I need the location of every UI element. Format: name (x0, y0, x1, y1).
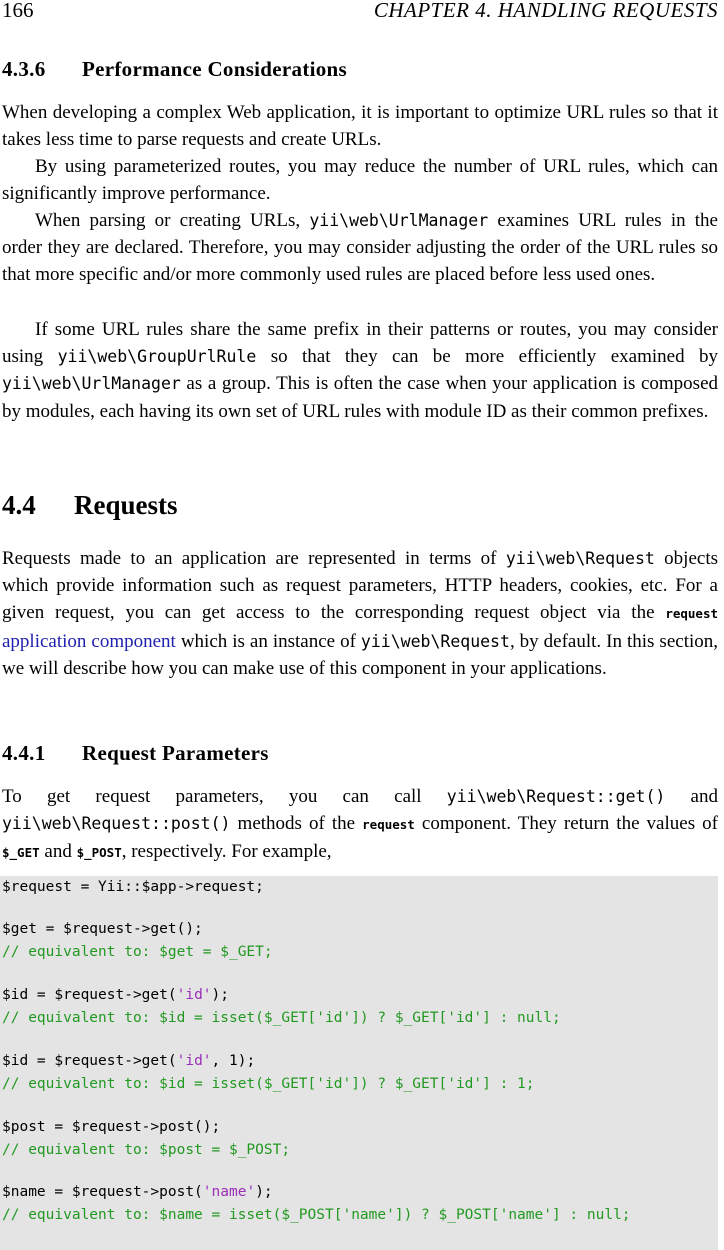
code-inline: yii\web\Request (360, 631, 510, 651)
running-header (0, 0, 718, 24)
code-line: $get = $request->get(); (2, 921, 203, 937)
section-heading-4-4 (2, 490, 178, 521)
code-inline: yii\web\Request (505, 549, 655, 568)
code-comment: // equivalent to: $name = isset($_POST['name']) ? $_POST['name'] : null; (2, 1207, 631, 1223)
code-token: $name = $request->post( (2, 1184, 203, 1200)
code-line: $request = Yii::$app->request; (2, 879, 264, 895)
code-token: , 1); (211, 1053, 256, 1069)
code-string: 'name' (202, 1184, 256, 1200)
text-span: component. They return the values of (414, 813, 718, 835)
code-comment: // equivalent to: $id = isset($_GET['id']) ? $_GET['id'] : null; (2, 1010, 561, 1026)
code-inline: yii\web\UrlManager (309, 211, 489, 230)
code-comment: // equivalent to: $post = $_POST; (2, 1142, 291, 1158)
code-line (2, 985, 229, 1005)
text-span: and (39, 841, 77, 863)
paragraph (2, 545, 718, 682)
text-span: objects which provide information such as request parameters, HTTP headers, cookies, etc. For a given request, you can get access to the corresponding request object via the (2, 548, 718, 624)
text-span: , respectively. For example, (121, 841, 332, 863)
code-inline: request (665, 606, 718, 622)
section-title: Requests (74, 490, 178, 520)
code-block (0, 876, 718, 1250)
code-token: ); (211, 987, 229, 1003)
section-number: 4.4 (2, 490, 36, 520)
code-token: $id = $request->get( (2, 987, 177, 1003)
application-component-link[interactable]: application component (2, 630, 176, 652)
section-number: 4.3.6 (2, 57, 46, 81)
code-inline: yii\web\Request::post() (2, 814, 231, 834)
text-span: methods of the (230, 813, 363, 835)
text-span: as a group. This is often the case when your application is composed by modules, each having its own set of URL rules with module ID as their common prefixes. (2, 373, 718, 422)
text-span: When parsing or creating URLs, (35, 210, 310, 231)
code-comment: // equivalent to: $get = $_GET; (2, 944, 273, 960)
text-span: , by default. In this section, we will describe how you can make use of this component in your applications. (2, 630, 718, 679)
code-token: $id = $request->get( (2, 1053, 177, 1069)
section-number: 4.4.1 (2, 741, 46, 765)
text-span: To get request parameters, you can call (2, 786, 447, 807)
code-inline: yii\web\UrlManager (2, 374, 181, 394)
code-inline: yii\web\Request::get() (446, 787, 666, 806)
section-heading-4-4-1 (2, 741, 269, 766)
code-string: 'id' (176, 987, 212, 1003)
code-line: $post = $request->post(); (2, 1119, 221, 1135)
code-line (2, 1182, 273, 1202)
code-inline: request (362, 817, 415, 833)
code-token: ); (255, 1184, 273, 1200)
code-inline: $_POST (76, 845, 122, 861)
section-title: Performance Considerations (82, 57, 347, 81)
paragraph (2, 783, 718, 867)
paragraph (2, 316, 718, 425)
paragraph: By using parameterized routes, you may reduce the number of URL rules, which can significantly improve performance. (2, 156, 718, 205)
section-heading-4-3-6 (2, 57, 347, 82)
code-line (2, 1051, 255, 1071)
text-span: examines URL rules in the order they are declared. Therefore, you may consider adjusting the order of the URL rules so that more specific and/or more commonly used rules are placed before less used ones. (2, 210, 718, 286)
code-inline: $_GET (2, 845, 40, 861)
text-span: and (665, 786, 718, 807)
paragraph (2, 207, 718, 289)
code-comment: // equivalent to: $id = isset($_GET['id']) ? $_GET['id'] : 1; (2, 1076, 535, 1092)
page-number: 166 (2, 0, 34, 22)
code-inline: yii\web\GroupUrlRule (57, 347, 257, 367)
paragraph: When developing a complex Web application, it is important to optimize URL rules so that it takes less time to parse requests and create URLs. (2, 102, 718, 151)
text-span: so that they can be more efficiently examined by (256, 346, 718, 368)
code-string: 'id' (176, 1053, 212, 1069)
chapter-title: CHAPTER 4. HANDLING REQUESTS (373, 0, 718, 22)
text-span: Requests made to an application are represented in terms of (2, 548, 506, 569)
section-title: Request Parameters (82, 741, 269, 765)
text-span: If some URL rules share the same prefix in their patterns or routes, you may consider using (2, 319, 718, 368)
text-span: which is an instance of (175, 630, 361, 652)
